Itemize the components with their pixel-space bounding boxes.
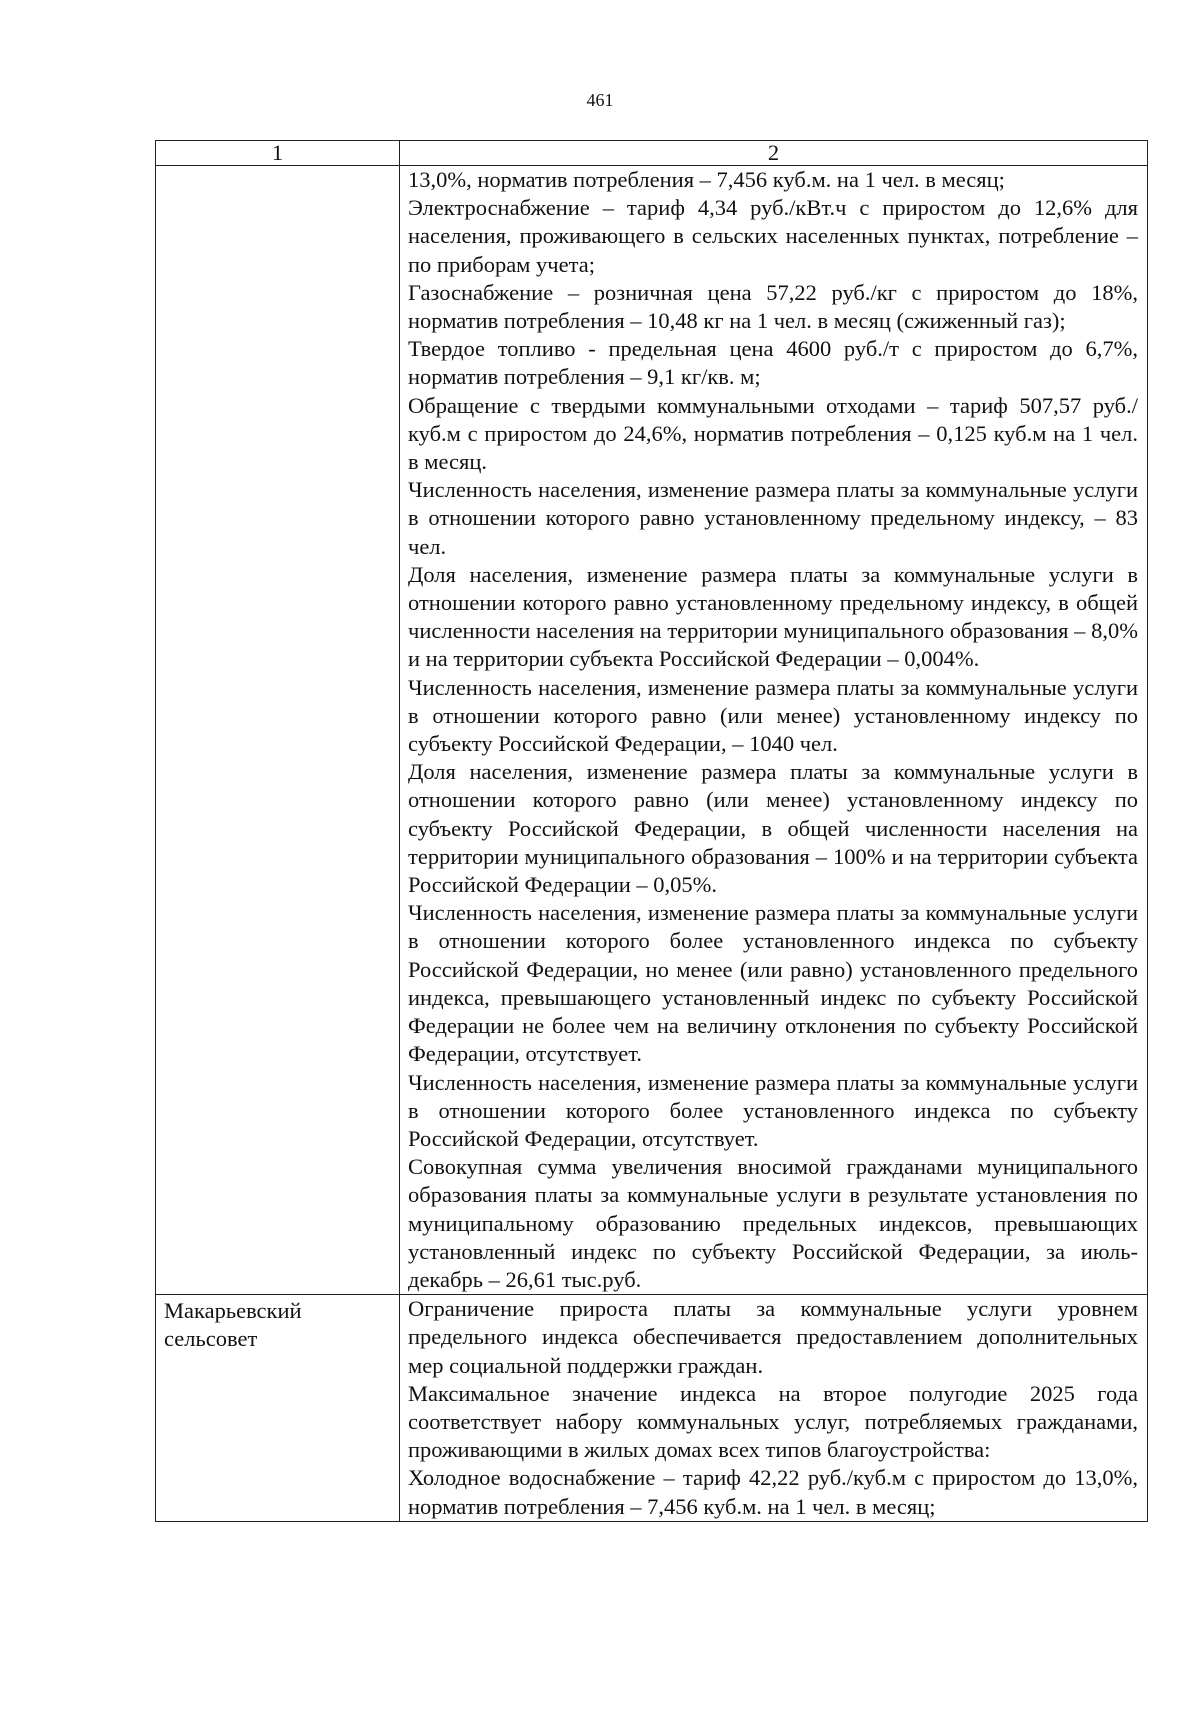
content-cell — [400, 166, 1148, 1295]
paragraph: Численность населения, изменение размера платы за коммунальные услуги в отношении которого равно установленному предельному индексу, – 83 чел. — [408, 477, 1138, 559]
column-header-2: 2 — [400, 141, 1148, 166]
paragraph: Численность населения, изменение размера платы за коммунальные услуги в отношении которого более установленного индекса по субъекту Российской Федерации, но менее (или равно) установленного предельного индекса, превышающего установленный индекс по субъекту Российской Федерации не более чем на величину отклонения по субъекту Российской Федерации, отсутствует. — [408, 900, 1138, 1067]
paragraph: Газоснабжение – розничная цена 57,22 руб./кг с приростом до 18%, норматив потребления – 10,48 кг на 1 чел. в месяц (сжиженный газ); — [408, 279, 1138, 334]
paragraph: Совокупная сумма увеличения вносимой гражданами муниципального образования платы за коммунальные услуги в результате установления по муниципальному образованию предельных индексов, превышающих установленный индекс по субъекту Российской Федерации, за июль-декабрь – 26,61 тыс.руб. — [408, 1154, 1138, 1292]
paragraph: Численность населения, изменение размера платы за коммунальные услуги в отношении которого равно (или менее) установленному индексу по субъекту Российской Федерации, – 1040 чел. — [408, 674, 1138, 757]
paragraph: Обращение с твердыми коммунальными отходами – тариф 507,57 руб./куб.м с приростом до 24,6%, норматив потребления – 0,125 куб.м на 1 чел. в месяц. — [408, 392, 1138, 475]
content-cell — [400, 1295, 1148, 1522]
paragraph: Твердое топливо - предельная цена 4600 руб./т с приростом до 6,7%, норматив потребления – 9,1 кг/кв. м; — [408, 336, 1138, 390]
paragraph: 13,0%, норматив потребления – 7,456 куб.м. на 1 чел. в месяц; — [408, 167, 1005, 192]
document-table — [155, 140, 1148, 1522]
paragraph: Холодное водоснабжение – тариф 42,22 руб./куб.м с приростом до 13,0%, норматив потребления – 7,456 куб.м. на 1 чел. в месяц; — [408, 1465, 1138, 1519]
table-header-row — [156, 141, 1148, 166]
column-header-1: 1 — [156, 141, 400, 166]
region-cell: Макарьевский сельсовет — [156, 1295, 400, 1522]
paragraph: Численность населения, изменение размера платы за коммунальные услуги в отношении которого более установленного индекса по субъекту Российской Федерации, отсутствует. — [408, 1069, 1138, 1151]
paragraph: Максимальное значение индекса на второе полугодие 2025 года соответствует набору коммунальных услуг, потребляемых гражданами, проживающими в жилых домах всех типов благоустройства: — [408, 1380, 1138, 1463]
table-row — [156, 1295, 1148, 1522]
region-cell — [156, 166, 400, 1295]
paragraph: Доля населения, изменение размера платы за коммунальные услуги в отношении которого равно установленному предельному индексу, в общей численности населения на территории муниципального образования – 8,0% и на территории субъекта Российской Федерации – 0,004%. — [408, 561, 1138, 672]
page-number: 461 — [586, 90, 614, 110]
table-row — [156, 166, 1148, 1295]
paragraph: Электроснабжение – тариф 4,34 руб./кВт.ч с приростом до 12,6% для населения, проживающего в сельских населенных пунктах, потребление – по приборам учета; — [408, 195, 1138, 277]
paragraph: Доля населения, изменение размера платы за коммунальные услуги в отношении которого равно (или менее) установленному индексу по субъекту Российской Федерации, в общей численности населения на территории муниципального образования – 100% и на территории субъекта Российской Федерации – 0,05%. — [408, 759, 1138, 898]
paragraph: Ограничение прироста платы за коммунальные услуги уровнем предельного индекса обеспечивается предоставлением дополнительных мер социальной поддержки граждан. — [408, 1296, 1138, 1378]
